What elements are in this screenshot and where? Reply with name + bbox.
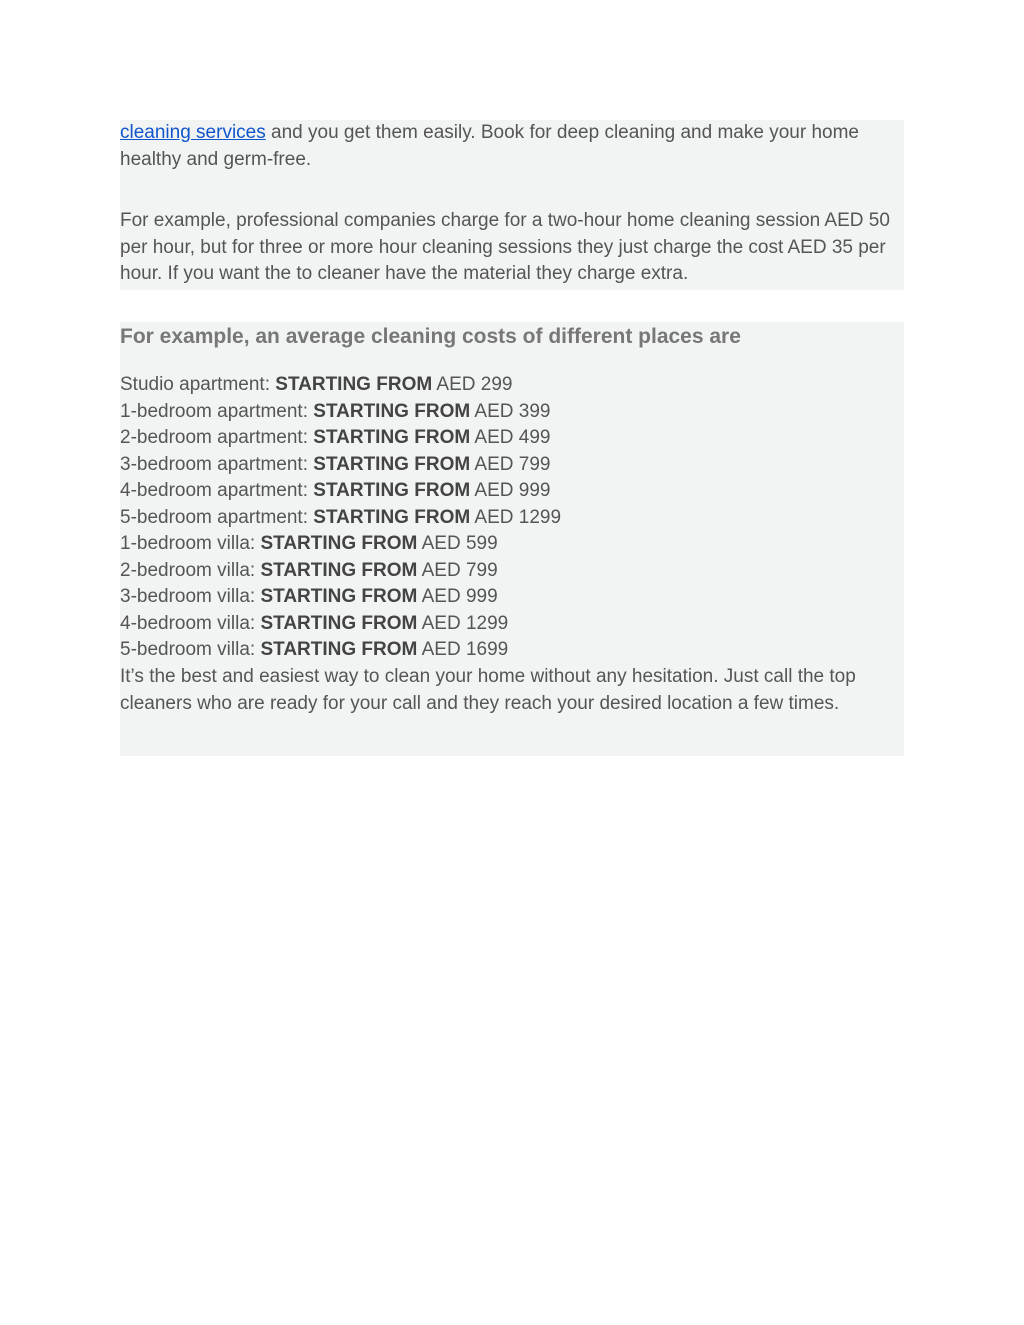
intro-section [120,120,904,290]
list-item: 5-bedroom villa: STARTING FROM AED 1699 [120,639,509,660]
price-list [120,372,561,664]
intro-text: and you get them easily. Book for deep cleaning and make your home healthy and germ-free. [120,122,859,170]
price-heading: For example, an average cleaning costs of different places are [120,325,741,348]
list-item: 1-bedroom apartment: STARTING FROM AED 399 [120,400,551,422]
list-item: 3-bedroom apartment: STARTING FROM AED 799 [120,453,551,475]
cleaning-services-link[interactable]: cleaning services [120,122,266,143]
list-item: 4-bedroom villa: STARTING FROM AED 1299 [120,612,509,634]
intro-paragraph [120,120,910,173]
price-section [120,322,904,756]
list-item: 2-bedroom villa: STARTING FROM AED 799 [120,559,498,581]
list-item: 2-bedroom apartment: STARTING FROM AED 499 [120,427,551,448]
closing-paragraph: It’s the best and easiest way to clean your home without any hesitation. Just call the top cleaners who are ready for your call and they reach your desired location a few times. [120,666,856,714]
list-item: 4-bedroom apartment: STARTING FROM AED 999 [120,480,551,501]
list-item: 1-bedroom villa: STARTING FROM AED 599 [120,533,498,554]
list-item: Studio apartment: STARTING FROM AED 299 [120,374,513,395]
list-item: 3-bedroom villa: STARTING FROM AED 999 [120,586,498,607]
list-item: 5-bedroom apartment: STARTING FROM AED 1299 [120,506,562,528]
pricing-paragraph: For example, professional companies charge for a two-hour home cleaning session AED 50 per hour, but for three or more hour cleaning sessions they just charge the cost AED 35 per hour. If you want the to cleaner have the material they charge extra. [120,210,890,284]
